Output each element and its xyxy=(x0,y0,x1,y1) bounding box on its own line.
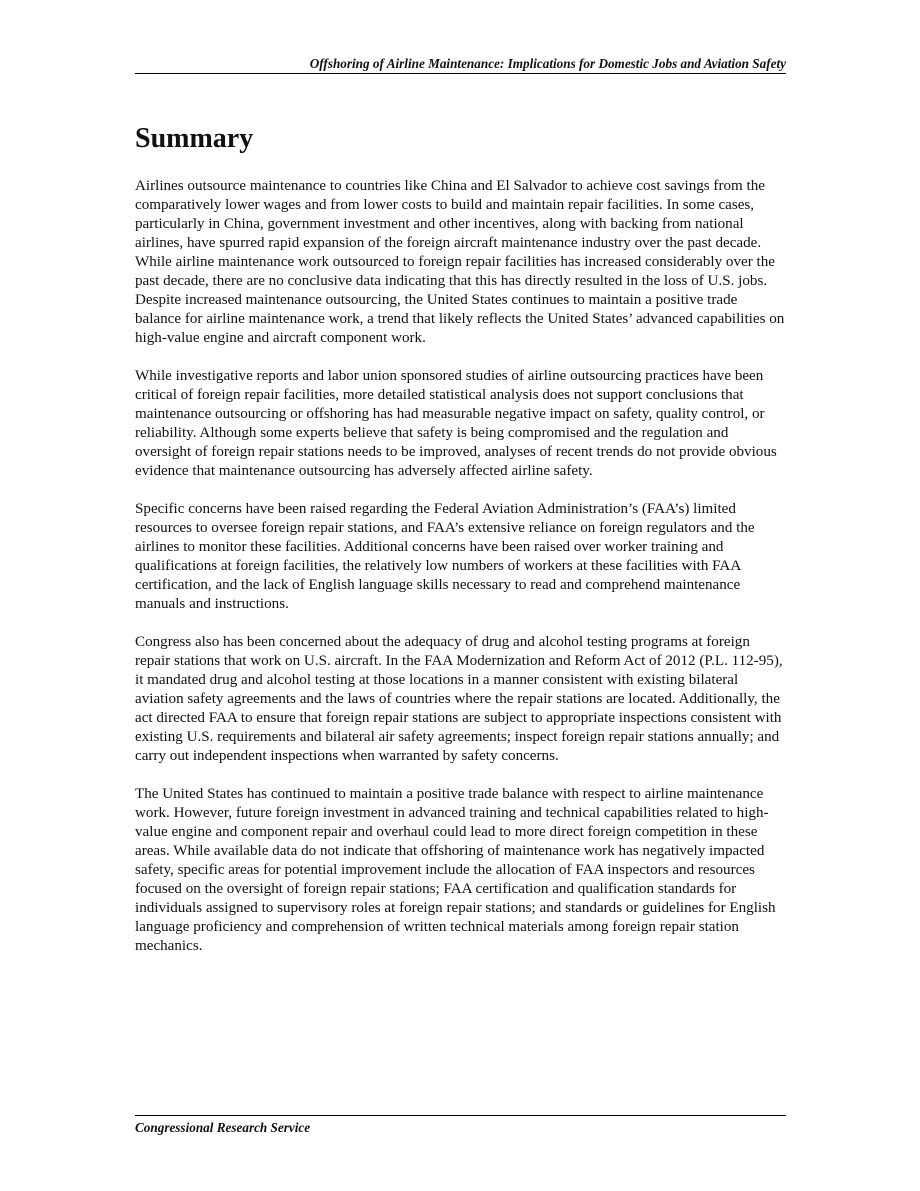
section-title: Summary xyxy=(135,123,254,154)
paragraph-5: The United States has continued to maintain a positive trade balance with respect to airline maintenance work. However, future foreign investment in advanced training and technical capabilities related to high-value engine and component repair and overhaul could lead to more direct foreign competition in these areas. While available data do not indicate that offshoring of maintenance work has negatively impacted safety, specific areas for potential improvement include the allocation of FAA inspectors and resources focused on the oversight of foreign repair stations; FAA certification and qualification standards for individuals assigned to supervisory roles at foreign repair stations; and standards or guidelines for English language proficiency and comprehension of written technical materials among foreign repair station mechanics. xyxy=(135,786,776,954)
paragraph-1: Airlines outsource maintenance to countries like China and El Salvador to achieve cost savings from the comparatively lower wages and from lower costs to build and maintain repair facilities. In some cases, particularly in China, government investment and other incentives, along with backing from national airlines, have spurred rapid expansion of the foreign aircraft maintenance industry over the past decade. While airline maintenance work outsourced to foreign repair facilities has increased considerably over the past decade, there are no conclusive data indicating that this has directly resulted in the loss of U.S. jobs. Despite increased maintenance outsourcing, the United States continues to maintain a positive trade balance for airline maintenance work, a trend that likely reflects the United States’ advanced capabilities on high-value engine and aircraft component work. xyxy=(135,178,785,346)
footer-divider xyxy=(135,1115,786,1116)
paragraph-2: While investigative reports and labor union sponsored studies of airline outsourcing practices have been critical of foreign repair facilities, more detailed statistical analysis does not support conclusions that maintenance outsourcing or offshoring has had measurable negative impact on safety, quality control, or reliability. Although some experts believe that safety is being compromised and the regulation and oversight of foreign repair stations needs to be improved, analyses of recent trends do not provide obvious evidence that maintenance outsourcing has adversely affected airline safety. xyxy=(135,368,777,479)
footer-publisher: Congressional Research Service xyxy=(135,1120,311,1135)
paragraph-4: Congress also has been concerned about the adequacy of drug and alcohol testing programs at foreign repair stations that work on U.S. aircraft. In the FAA Modernization and Reform Act of 2012 (P.L. 112-95), it mandated drug and alcohol testing at those locations in a manner consistent with existing bilateral aviation safety agreements and the laws of countries where the repair stations are located. Additionally, the act directed FAA to ensure that foreign repair stations are subject to appropriate inspections consistent with existing U.S. requirements and bilateral air safety agreements; inspect foreign repair stations annually; and carry out independent inspections when warranted by safety concerns. xyxy=(135,634,783,764)
running-header: Offshoring of Airline Maintenance: Implications for Domestic Jobs and Aviation Safety xyxy=(135,56,786,74)
paragraph-3: Specific concerns have been raised regarding the Federal Aviation Administration’s (FAA’s) limited resources to oversee foreign repair stations, and FAA’s extensive reliance on foreign regulators and the airlines to monitor these facilities. Additional concerns have been raised over worker training and qualifications at foreign facilities, the relatively low numbers of workers at these facilities with FAA certification, and the lack of English language skills necessary to read and comprehend maintenance manuals and instructions. xyxy=(135,501,755,612)
summary-body xyxy=(135,177,786,975)
